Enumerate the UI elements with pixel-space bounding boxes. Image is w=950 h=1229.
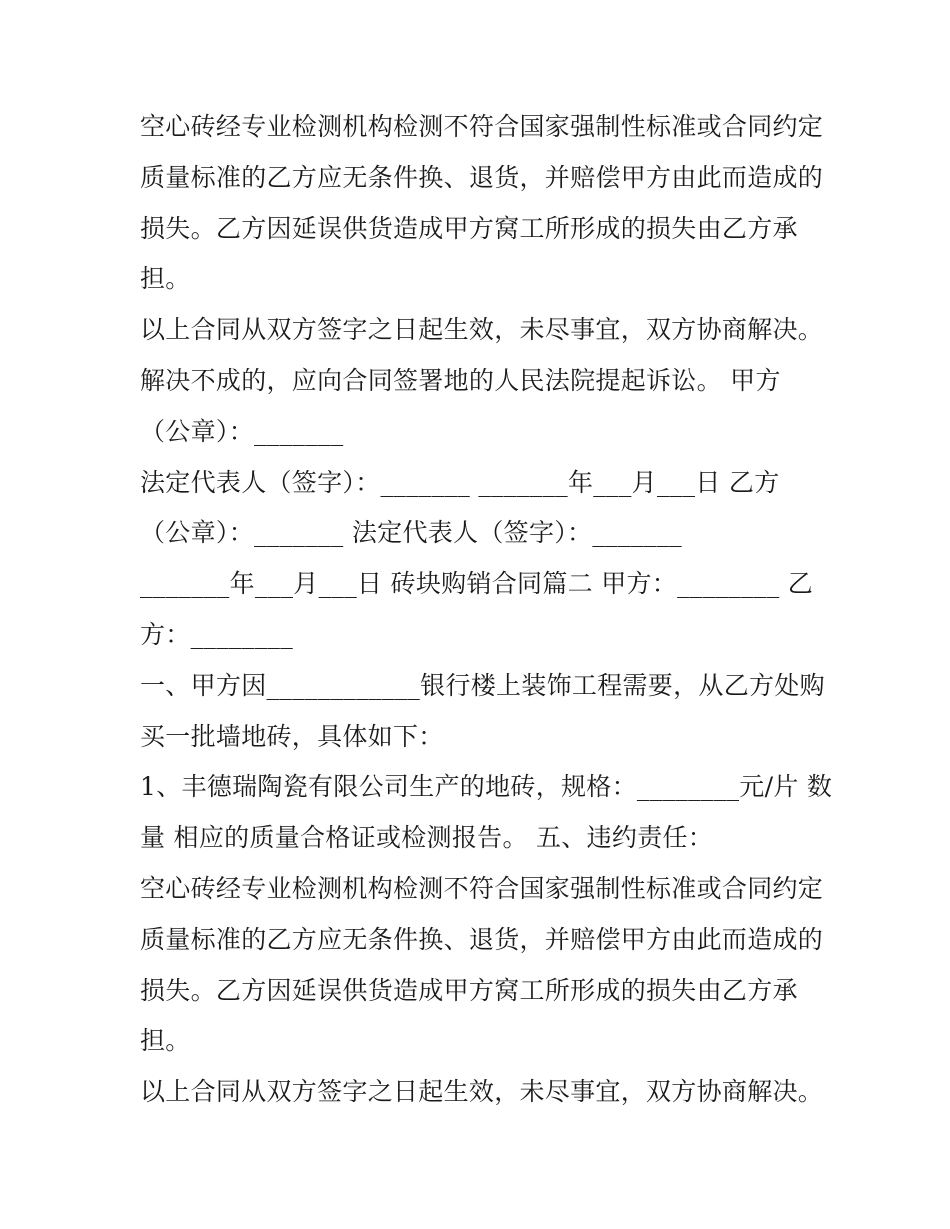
text-line: 担。	[140, 1026, 191, 1056]
text-line: 一、甲方因____________银行楼上装饰工程需要，从乙方处购	[140, 670, 825, 700]
text-line: 方：________	[140, 619, 294, 649]
text-line: 法定代表人（签字）：_______ _______年___月___日 乙方	[140, 467, 780, 497]
text-line: （公章）：_______ 法定代表人（签字）：_______	[140, 518, 682, 548]
text-line: 空心砖经专业检测机构检测不符合国家强制性标准或合同约定	[140, 112, 824, 141]
text-line: _______年___月___日 砖块购销合同篇二 甲方：________ 乙	[140, 569, 814, 599]
text-line: 损失。乙方因延误供货造成甲方窝工所形成的损失由乙方承	[140, 213, 798, 243]
text-line: 损失。乙方因延误供货造成甲方窝工所形成的损失由乙方承	[140, 975, 798, 1005]
text-line: 以上合同从双方签字之日起生效，未尽事宜，双方协商解决。	[140, 1077, 824, 1107]
document-body	[140, 102, 833, 1118]
text-line: 解决不成的，应向合同签署地的人民法院提起诉讼。 甲方	[140, 365, 781, 395]
text-line: 1、丰德瑞陶瓷有限公司生产的地砖，规格：________元/片 数	[140, 772, 833, 802]
text-line: 质量标准的乙方应无条件换、退货，并赔偿甲方由此而造成的	[140, 162, 824, 192]
text-line: 担。	[140, 264, 191, 294]
text-line: 量 相应的质量合格证或检测报告。 五、违约责任：	[140, 823, 714, 853]
text-line: 空心砖经专业检测机构检测不符合国家强制性标准或合同约定	[140, 873, 824, 903]
text-line: 质量标准的乙方应无条件换、退货，并赔偿甲方由此而造成的	[140, 924, 824, 954]
text-line: （公章）：_______	[140, 416, 344, 446]
text-line: 买一批墙地砖，具体如下：	[140, 721, 444, 751]
text-line: 以上合同从双方签字之日起生效，未尽事宜，双方协商解决。	[140, 315, 824, 345]
